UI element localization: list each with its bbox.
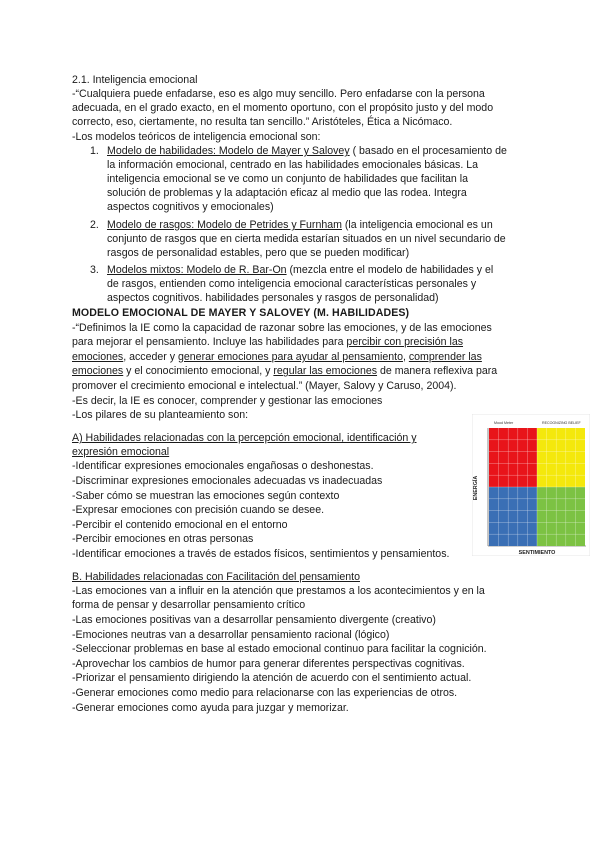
quote-line: -“Cualquiera puede enfadarse, eso es algo muy sencillo. Pero enfadarse con la persona [72, 88, 485, 100]
mood-meter-figure [472, 414, 590, 556]
list-item: -Expresar emociones con precisión cuando se desee. [72, 504, 325, 516]
x-axis-label: SENTIMIENTO [518, 550, 556, 556]
definition-text: para mejorar el pensamiento. Incluye las habilidades para [72, 336, 347, 348]
list-item: -Las emociones van a influir en la atención que prestamos a los acontecimientos y en la [72, 585, 485, 597]
quadrant-yellow [537, 428, 585, 487]
list-item: -Emociones neutras van a desarrollar pensamiento racional (lógico) [72, 629, 390, 641]
model-title: Modelo de rasgos: Modelo de Petrides y Furnham [107, 219, 342, 231]
definition-line [72, 350, 482, 364]
heading: 2.1. Inteligencia emocional [72, 74, 198, 86]
section-a-title: A) Habilidades relacionadas con la percepción emocional, identificación y [72, 432, 417, 444]
list-item: -Generar emociones como ayuda para juzgar y memorizar. [72, 702, 349, 714]
list-item: -Saber cómo se muestran las emociones según contexto [72, 490, 340, 502]
list-item: forma de pensar y desarrollar pensamiento crítico [72, 599, 306, 611]
underlined-phrase: generar emociones para ayudar al pensamiento [178, 351, 403, 363]
definition-line [72, 364, 497, 378]
model-text: (mezcla entre el modelo de habilidades y el [286, 264, 494, 276]
quadrant-red [489, 428, 537, 487]
model-text: conjunto de rasgos que en cierta medida estarían situados en un nivel secundario de [107, 233, 506, 245]
es-decir: -Es decir, la IE es conocer, comprender y gestionar las emociones [72, 395, 383, 407]
section-a-title: expresión emocional [72, 446, 170, 458]
definition-text: de manera reflexiva para [377, 365, 498, 377]
model-text: la información emocional, centrado en las habilidades emocionales básicas. La [107, 159, 478, 171]
model-3-first-line [107, 263, 493, 277]
list-number: 2. [90, 219, 99, 231]
model-text: de rasgos, entienden como inteligencia emocional características personales y [107, 278, 477, 290]
definition-line: promover el crecimiento emocional e intelectual.” (Mayer, Salovy y Caruso, 2004). [72, 380, 457, 392]
model-text: rasgos de personalidad estables, pero que se pueden modificar) [107, 247, 410, 259]
model-text: aspectos cognitivos. habilidades personales y rasgos de personalidad) [107, 292, 439, 304]
quadrant-blue [489, 487, 537, 546]
figure-top-right-label: RECOGNIZING BELIEF [542, 421, 581, 425]
definition-text: , [402, 351, 409, 363]
list-item: -Discriminar expresiones emocionales adecuadas vs inadecuadas [72, 475, 383, 487]
underlined-phrase: comprender las [408, 351, 482, 363]
list-item: -Aprovechar los cambios de humor para generar diferentes perspectivas cognitivas. [72, 658, 465, 670]
section-b-title: B. Habilidades relacionadas con Facilitación del pensamiento [72, 571, 360, 583]
y-axis-label: ENERGÍA [473, 475, 479, 501]
list-item: -Percibir emociones en otras personas [72, 533, 254, 545]
model-text: (la inteligencia emocional es un [341, 219, 493, 231]
pilares: -Los pilares de su planteamiento son: [72, 409, 249, 421]
models-intro: -Los modelos teóricos de inteligencia emocional son: [72, 131, 321, 143]
list-item: -Identificar emociones a través de estados físicos, sentimientos y pensamientos. [72, 548, 450, 560]
definition-text: , acceder y [123, 351, 178, 363]
list-item: -Identificar expresiones emocionales engañosas o deshonestas. [72, 460, 374, 472]
model-2-first-line [107, 218, 493, 232]
quote-line: correcto, eso, ciertamente, no resulta tan sencillo.” Aristóteles, Ética a Nicómaco. [72, 116, 453, 128]
quadrant-green [537, 487, 585, 546]
list-item: -Seleccionar problemas en base al estado emocional continuo para facilitar la cognición. [72, 643, 487, 655]
underlined-phrase: percibir con precisión las [346, 336, 464, 348]
model-1-first-line [107, 144, 507, 158]
list-number: 1. [90, 145, 99, 157]
section-title: MODELO EMOCIONAL DE MAYER Y SALOVEY (M. HABILIDADES) [72, 307, 410, 319]
underlined-phrase: emociones [72, 351, 124, 363]
definition-text: y el conocimiento emocional, y [123, 365, 274, 377]
figure-top-left-label: Mood Meter [494, 421, 514, 425]
list-item: -Priorizar el pensamiento dirigiendo la atención de acuerdo con el sentimiento actual. [72, 672, 472, 684]
underlined-phrase: emociones [72, 365, 124, 377]
model-title: Modelos mixtos: Modelo de R. Bar-On [107, 264, 287, 276]
definition-line: -“Definimos la IE como la capacidad de razonar sobre las emociones, y de las emociones [72, 322, 492, 334]
list-item: -Generar emociones como medio para relacionarse con las experiencias de otros. [72, 687, 458, 699]
model-title: Modelo de habilidades: Modelo de Mayer y Salovey [107, 145, 350, 157]
underlined-phrase: regular las emociones [273, 365, 378, 377]
model-text: solución de problemas y la adaptación eficaz al medio que las rodea. Integra [107, 187, 467, 199]
definition-line [72, 335, 463, 349]
list-item: -Las emociones positivas van a desarrollar pensamiento divergente (creativo) [72, 614, 436, 626]
list-number: 3. [90, 264, 99, 276]
list-item: -Percibir el contenido emocional en el entorno [72, 519, 288, 531]
model-text: aspectos cognitivos y emocionales) [107, 201, 274, 213]
model-text: ( basado en el procesamiento de [349, 145, 507, 157]
quote-line: adecuada, en el grado exacto, en el momento oportuno, con el propósito justo y del modo [72, 102, 494, 114]
model-text: inteligencia emocional se ve como un conjunto de habilidades que facilitan la [107, 173, 469, 185]
